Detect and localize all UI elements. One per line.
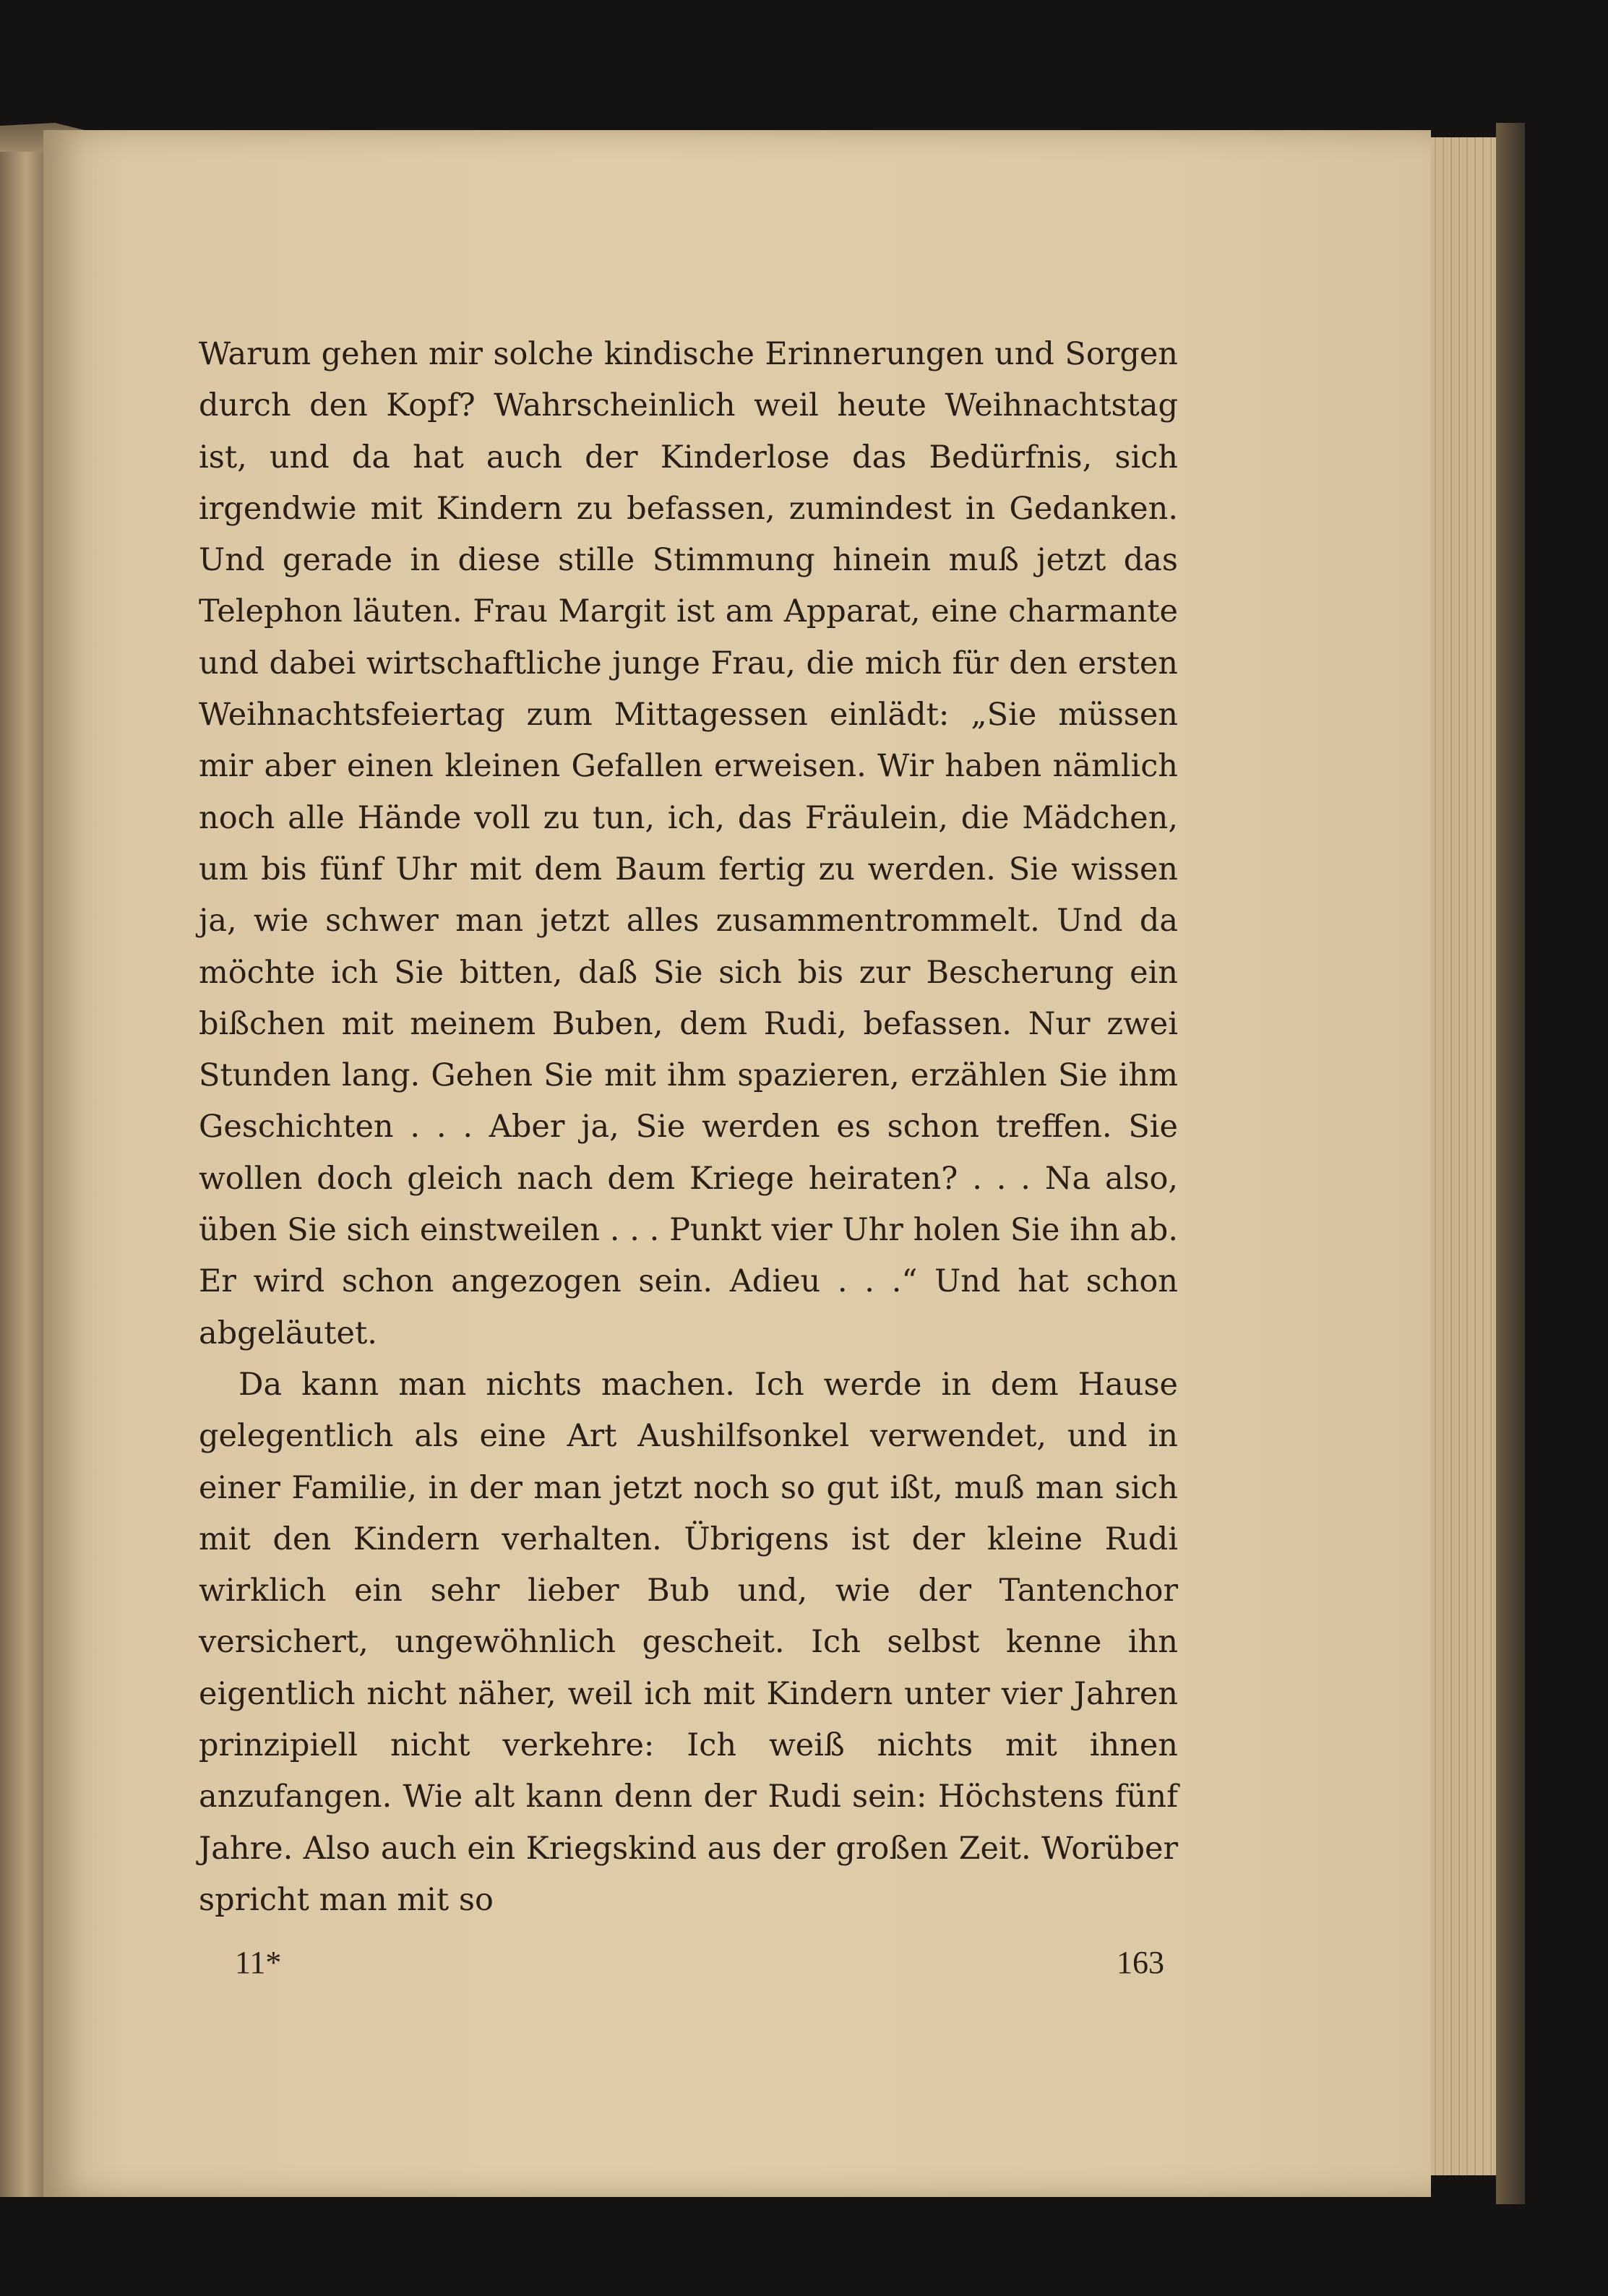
paragraph-1: Warum gehen mir solche kindische Erinnerungen und Sorgen durch den Kopf? Wahrscheinlich weil heute Weihnachtstag ist, und da hat auch der Kinderlose das Bedürfnis, sich irgendwie mit Kindern zu befassen, zumindest in Gedanken. Und gerade in diese stille Stimmung hinein muß jetzt das Telephon läuten. Frau Margit ist am Apparat, eine charmante und dabei wirtschaftliche junge Frau, die mich für den ersten Weihnachtsfeiertag zum Mittagessen einlädt: „Sie müssen mir aber einen kleinen Gefallen erweisen. Wir haben nämlich noch alle Hände voll zu tun, ich, das Fräulein, die Mädchen, um bis fünf Uhr mit dem Baum fertig zu werden. Sie wissen ja, wie schwer man jetzt alles zusammentrommelt. Und da möchte ich Sie bitten, daß Sie sich bis zur Bescherung ein bißchen mit meinem Buben, dem Rudi, befassen. Nur zwei Stunden lang. Gehen Sie mit ihm spazieren, erzählen Sie ihm Geschichten . . . Aber ja, Sie werden es schon treffen. Sie wollen doch gleich nach dem Kriege heiraten? . . . Na also, üben Sie sich einstweilen . . . Punkt vier Uhr holen Sie ihn ab. Er wird schon angezogen sein. Adieu . . .“ Und hat schon abgeläutet. [199,336,1178,1351]
left-facing-page [0,130,43,2197]
body-text [199,329,1178,1926]
page-stack-edges [1431,137,1496,2175]
signature-mark: 11* [235,1945,282,1980]
page-number: 163 [1117,1945,1164,1980]
book-cover-edge [1496,123,1525,2204]
paragraph-2: Da kann man nichts machen. Ich werde in dem Hause gelegentlich als eine Art Aushilfsonkel verwendet, und in einer Familie, in der man jetzt noch so gut ißt, muß man sich mit den Kindern verhalten. Übrigens ist der kleine Rudi wirklich ein sehr lieber Bub und, wie der Tantenchor versichert, ungewöhnlich gescheit. Ich selbst kenne ihn eigentlich nicht näher, weil ich mit Kindern unter vier Jahren prinzipiell nicht verkehre: Ich weiß nichts mit ihnen anzufangen. Wie alt kann denn der Rudi sein: Höchstens fünf Jahre. Also auch ein Kriegskind aus der großen Zeit. Worüber spricht man mit so [199,1366,1178,1918]
